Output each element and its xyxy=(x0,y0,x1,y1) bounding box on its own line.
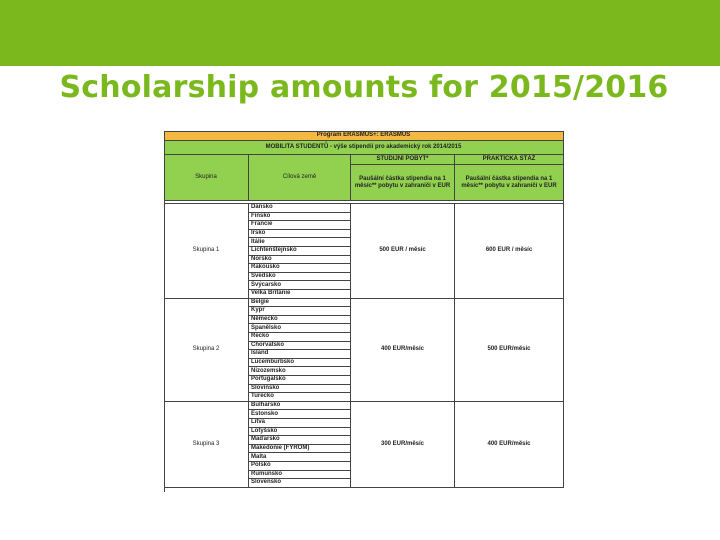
country-cell: Velká Británie xyxy=(249,290,351,299)
study-amount: 400 EUR/měsíc xyxy=(351,299,455,402)
country-cell: Slovinsko xyxy=(249,385,351,394)
group-label: Skupina 2 xyxy=(164,299,249,402)
top-accent-bar xyxy=(0,0,720,66)
practice-amount: 400 EUR/měsíc xyxy=(455,402,564,488)
country-cell: Španělsko xyxy=(249,324,351,333)
header-study: STUDIJNÍ POBYT* xyxy=(351,155,455,165)
country-cell: Švédsko xyxy=(249,273,351,282)
country-cell: Polsko xyxy=(249,462,351,471)
country-cell: Irsko xyxy=(249,230,351,239)
country-cell: Slovensko xyxy=(249,479,351,488)
group-label: Skupina 3 xyxy=(164,402,249,488)
country-cell: Lichtenštejnsko xyxy=(249,247,351,256)
country-cell: Makedonie (FYROM) xyxy=(249,445,351,454)
country-cell: Lucemburbsko xyxy=(249,359,351,368)
country-cell: Švýcarsko xyxy=(249,281,351,290)
country-cell: Řecko xyxy=(249,333,351,342)
country-cell: Litva xyxy=(249,419,351,428)
country-cell: Dánsko xyxy=(249,204,351,213)
group-label: Skupina 1 xyxy=(164,204,249,299)
practice-amount: 500 EUR/měsíc xyxy=(455,299,564,402)
country-cell: Malta xyxy=(249,453,351,462)
country-cell: Island xyxy=(249,350,351,359)
country-cell: Belgie xyxy=(249,299,351,308)
country-cell: Portugalsko xyxy=(249,376,351,385)
country-cell: Francie xyxy=(249,221,351,230)
country-cell: Maďarsko xyxy=(249,436,351,445)
country-cell: Lotyšsko xyxy=(249,428,351,437)
program-row: Program ERASMUS+: ERASMUS xyxy=(164,131,564,141)
country-cell: Rakousko xyxy=(249,264,351,273)
header-group: Skupina xyxy=(164,155,249,201)
practice-amount: 600 EUR / měsíc xyxy=(455,204,564,299)
study-amount: 300 EUR/měsíc xyxy=(351,402,455,488)
header-study-sub: Paušální částka stipendia na 1 měsíc** pobytu v zahraničí v EUR xyxy=(351,165,455,201)
header-practice-sub: Paušální částka stipendia na 1 měsíc** pobytu v zahraničí v EUR xyxy=(455,165,564,201)
country-cell: Finsko xyxy=(249,213,351,222)
country-cell: Estonsko xyxy=(249,410,351,419)
country-cell: Turecko xyxy=(249,393,351,402)
country-cell: Bulharsko xyxy=(249,402,351,411)
country-cell: Norsko xyxy=(249,256,351,265)
country-cell: Rumunsko xyxy=(249,471,351,480)
country-cell: Nizozemsko xyxy=(249,367,351,376)
header-country: Cílová země xyxy=(249,155,351,201)
study-amount: 500 EUR / měsíc xyxy=(351,204,455,299)
header-practice: PRAKTICKÁ STÁŽ xyxy=(455,155,564,165)
country-cell: Itálie xyxy=(249,238,351,247)
scholarship-table xyxy=(164,131,564,492)
country-cell: Německo xyxy=(249,316,351,325)
country-cell: Chorvatsko xyxy=(249,342,351,351)
mobility-row: MOBILITA STUDENTŮ - výše stipendií pro akademický rok 2014/2015 xyxy=(164,141,564,155)
country-cell: Kypr xyxy=(249,307,351,316)
slide-title: Scholarship amounts for 2015/2016 xyxy=(59,70,669,105)
